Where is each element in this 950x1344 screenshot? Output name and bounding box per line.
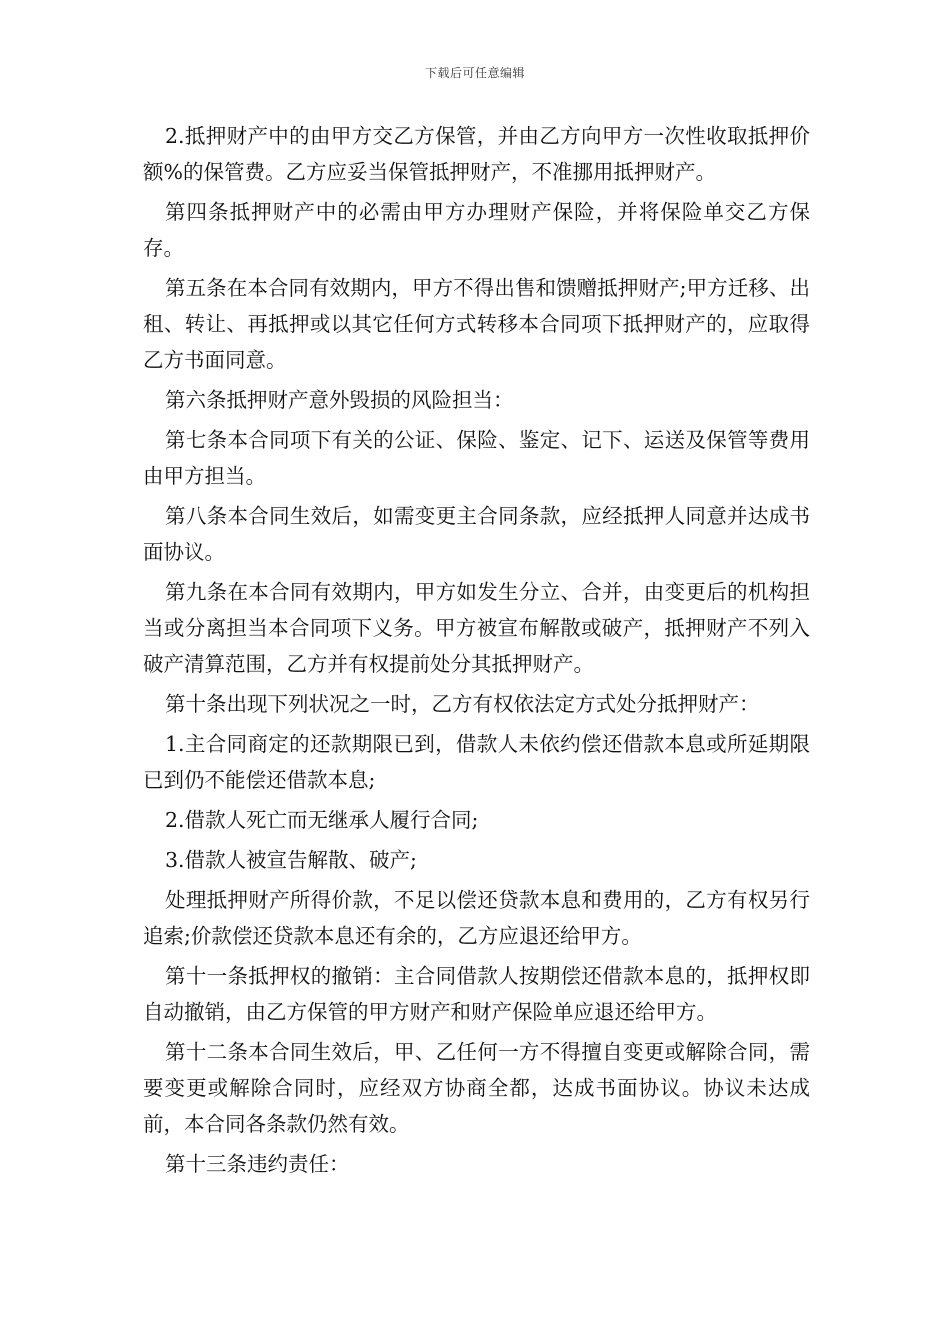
paragraph-article-13: 第十三条违约责任： — [165, 1152, 350, 1176]
paragraph-article-10: 第十条出现下列状况之一时，乙方有权依法定方式处分抵押财产： — [165, 692, 760, 716]
paragraph-article-8: 第八条本合同生效后，如需变更主合同条款，应经抵押人同意并达成书面协议。 — [143, 504, 810, 564]
paragraph-custody-fee: 2.抵押财产中的由甲方交乙方保管，并由乙方向甲方一次性收取抵押价额%的保管费。乙方应妥当保管抵押财产，不准挪用抵押财产。 — [143, 124, 810, 184]
paragraph-article-9: 第九条在本合同有效期内，甲方如发生分立、合并，由变更后的机构担当或分离担当本合同项下义务。甲方被宣布解散或破产，抵押财产不列入破产清算范围，乙方并有权提前处分其抵押财产。 — [143, 580, 810, 676]
document-body — [143, 118, 810, 1186]
paragraph-item-1: 1.主合同商定的还款期限已到，借款人未依约偿还借款本息或所延期限已到仍不能偿还借款本息; — [143, 732, 810, 792]
paragraph-item-3: 3.借款人被宣告解散、破产; — [165, 848, 417, 872]
paragraph-article-5: 第五条在本合同有效期内，甲方不得出售和馈赠抵押财产;甲方迁移、出租、转让、再抵押或以其它任何方式转移本合同项下抵押财产的，应取得乙方书面同意。 — [143, 276, 810, 372]
paragraph-article-6: 第六条抵押财产意外毁损的风险担当： — [165, 388, 514, 412]
paragraph-article-11: 第十一条抵押权的撤销：主合同借款人按期偿还借款本息的，抵押权即自动撤销，由乙方保管的甲方财产和财产保险单应退还给甲方。 — [143, 964, 810, 1024]
paragraph-article-4: 第四条抵押财产中的必需由甲方办理财产保险，并将保险单交乙方保存。 — [143, 200, 810, 260]
paragraph-article-12: 第十二条本合同生效后，甲、乙任何一方不得擅自变更或解除合同，需要变更或解除合同时，应经双方协商全都，达成书面协议。协议未达成前，本合同各条款仍然有效。 — [143, 1040, 810, 1136]
paragraph-article-7: 第七条本合同项下有关的公证、保险、鉴定、记下、运送及保管等费用由甲方担当。 — [143, 428, 810, 488]
paragraph-item-2: 2.借款人死亡而无继承人履行合同; — [165, 808, 479, 832]
page-header: 下载后可任意编辑 — [424, 66, 525, 80]
paragraph-proceeds: 处理抵押财产所得价款，不足以偿还贷款本息和费用的，乙方有权另行追索;价款偿还贷款本息还有余的，乙方应退还给甲方。 — [143, 888, 810, 948]
